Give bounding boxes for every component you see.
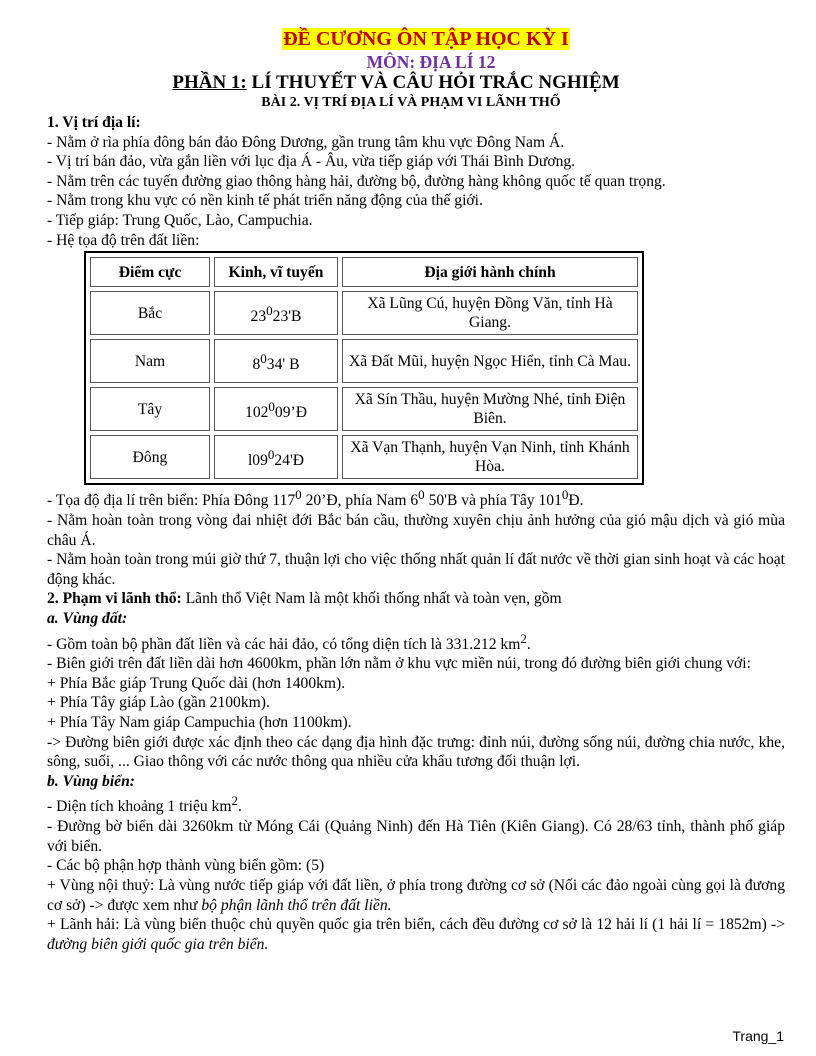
land-area-line: - Gồm toàn bộ phần đất liền và các hải đảo, có tổng diện tích là 331.212 $km^2$. (47, 630, 531, 653)
coord-degree: 23 (250, 307, 267, 325)
degree-mark: 0 (295, 487, 302, 503)
territorial-sea-text: + Lãnh hải: Là vùng biển thuộc chủ quyền quốc gia trên biển, cách đều đường cơ sở là 12 hải lí (1 hải lí = 1852m) -> (47, 916, 785, 934)
sea-coord-part: Đ. (568, 492, 584, 510)
table-row (90, 291, 638, 335)
table-cell-point: Nam (90, 339, 210, 383)
page-number: Trang_1 (732, 1028, 784, 1044)
degree-mark: 0 (268, 398, 275, 414)
coord-degree: 102 (245, 403, 269, 421)
s1-line: - Vị trí bán đảo, vừa gắn liền với lục địa Á - Âu, vừa tiếp giáp với Thái Bình Dương. (47, 153, 576, 171)
part-heading (7, 72, 785, 94)
coastline-line: - Đường bờ biển dài 3260km từ Móng Cái (Quảng Ninh) đến Hà Tiên (Kiên Giang). Có 28/63 tỉnh, thành phố giáp với biển. (47, 818, 785, 855)
lesson-heading: BÀI 2. VỊ TRÍ ĐỊA LÍ VÀ PHẠM VI LÃNH THỔ (261, 95, 561, 110)
sea-coord-part: 50'B và phía Tây 101 (424, 492, 562, 510)
section-2-title: 2. Phạm vi lãnh thổ: (47, 590, 182, 608)
table-cell-admin: Xã Vạn Thạnh, huyện Vạn Ninh, tỉnh Khánh Hòa. (342, 435, 638, 479)
sea-coordinates (47, 485, 785, 511)
table-cell-coord (214, 435, 338, 479)
table-row (90, 339, 638, 383)
territorial-sea-italic: đường biên giới quốc gia trên biển. (47, 935, 269, 953)
subsection-b-title: b. Vùng biển: (47, 772, 135, 790)
coord-degree: 8 (252, 355, 261, 373)
degree-mark: 0 (418, 487, 425, 503)
border-item: + Phía Tây giáp Lào (gần 2100km). (47, 694, 270, 712)
s1-line: - Nằm trên các tuyến đường giao thông hàng hải, đường bộ, đường hàng không quốc tế quan trọng. (47, 172, 666, 190)
table-row (90, 435, 638, 479)
table-cell-coord (214, 387, 338, 431)
table-cell-admin: Xã Sín Thầu, huyện Mường Nhé, tỉnh Điện Biên. (342, 387, 638, 431)
sea-coord-part: 20’Đ, phía Nam 6 (301, 492, 419, 510)
coord-minute: 24'Đ (274, 451, 305, 469)
table-header: Địa giới hành chính (342, 257, 638, 287)
land-area-text: - Gồm toàn bộ phần đất liền và các hải đảo, có tổng diện tích là 331.212 km (47, 635, 521, 653)
tropic-line: - Nằm hoàn toàn trong vòng đai nhiệt đới Bắc bán cầu, thường xuyên chịu ảnh hưởng của gió mậu dịch và gió mùa châu Á. (47, 511, 785, 549)
degree-mark: 0 (260, 350, 267, 366)
doc-title (67, 26, 785, 52)
table-cell-admin: Xã Lũng Cú, huyện Đồng Văn, tỉnh Hà Giang. (342, 291, 638, 335)
table-cell-point: Đông (90, 435, 210, 479)
section-1-title: 1. Vị trí địa lí: (47, 114, 141, 131)
border-item: + Phía Tây Nam giáp Campuchia (hơn 1100km). (47, 714, 352, 732)
s1-line: - Nằm trong khu vực có nền kinh tế phát triển năng động của thế giới. (47, 192, 483, 210)
subsection-a-title: a. Vùng đất: (47, 609, 128, 627)
table-cell-point: Bắc (90, 291, 210, 335)
section-2-intro: Lãnh thổ Việt Nam là một khối thống nhất và toàn vẹn, gồm (181, 590, 562, 608)
square-mark: 2 (520, 630, 527, 646)
inner-waters-text: + Vùng nội thuỷ: Là vùng nước tiếp giáp với đất liền, ở phía trong đường cơ sở (Nối các đảo ngoài cùng gọi là đương cơ sở) -> được xem như (47, 877, 785, 914)
land-border-line: - Biên giới trên đất liền dài hơn 4600km, phần lớn nằm ở khu vực miền núi, trong đó đường biên giới chung với: (47, 655, 751, 673)
square-mark: 2 (231, 793, 238, 809)
inner-waters-line (47, 876, 785, 915)
timezone-line: - Nằm hoàn toàn trong múi giờ thứ 7, thuận lợi cho việc thống nhất quản lí đất nước về thời gian sinh hoạt và các hoạt động khác. (47, 551, 785, 588)
inner-waters-italic: bộ phận lãnh thổ trên đất liền. (201, 896, 392, 914)
degree-mark: 0 (561, 487, 569, 503)
degree-mark: 0 (266, 302, 273, 318)
border-item: + Phía Bắc giáp Trung Quốc dài (hơn 1400km). (47, 674, 346, 692)
table-header-row (90, 257, 638, 287)
doc-title-text: ĐỀ CƯƠNG ÔN TẬP HỌC KỲ I (283, 28, 569, 50)
sea-parts-line: - Các bộ phận hợp thành vùng biển gồm: (5) (47, 857, 325, 875)
part-rest: LÍ THUYẾT VÀ CÂU HỎI TRẮC NGHIỆM (246, 72, 620, 93)
sea-area-text: - Diện tích khoảng 1 triệu km (47, 798, 232, 816)
table-header: Kinh, vĩ tuyến (214, 257, 338, 287)
coord-minute: 23'B (272, 307, 302, 325)
document-content (47, 26, 785, 954)
territorial-sea-line (47, 915, 785, 954)
table-header: Điểm cực (90, 257, 210, 287)
coord-minute: 34' B (266, 355, 300, 373)
section-2-heading (47, 589, 785, 609)
s1-line: - Tiếp giáp: Trung Quốc, Lào, Campuchia. (47, 211, 313, 229)
table-cell-admin: Xã Đất Mũi, huyện Ngọc Hiển, tỉnh Cà Mau. (342, 339, 638, 383)
table-cell-point: Tây (90, 387, 210, 431)
table-cell-coord (214, 339, 338, 383)
extreme-points-table (84, 251, 644, 485)
sea-area-line: - Diện tích khoảng 1 triệu $km^2$. (47, 793, 242, 816)
degree-mark: 0 (267, 446, 275, 462)
border-note: -> Đường biên giới được xác định theo các dạng địa hình đặc trưng: đỉnh núi, đường sống núi, đường chia nước, khe, sông, suối, ... Giao thông với các nước thông qua nhiều cửa khẩu tương đối thuận lợi. (47, 733, 785, 771)
coord-minute: 09’Đ (274, 403, 307, 421)
part-prefix: PHẦN 1: (172, 72, 247, 93)
table-cell-coord (214, 291, 338, 335)
s1-line: - Hệ tọa độ trên đất liền: (47, 231, 200, 249)
sea-coord-part: - Tọa độ địa lí trên biển: Phía Đông 117 (47, 492, 296, 510)
table-row (90, 387, 638, 431)
coord-degree: l09 (247, 451, 268, 469)
doc-subject: MÔN: ĐỊA LÍ 12 (366, 52, 496, 72)
s1-line: - Nằm ở rìa phía đông bán đảo Đông Dương, gần trung tâm khu vực Đông Nam Á. (47, 133, 565, 151)
